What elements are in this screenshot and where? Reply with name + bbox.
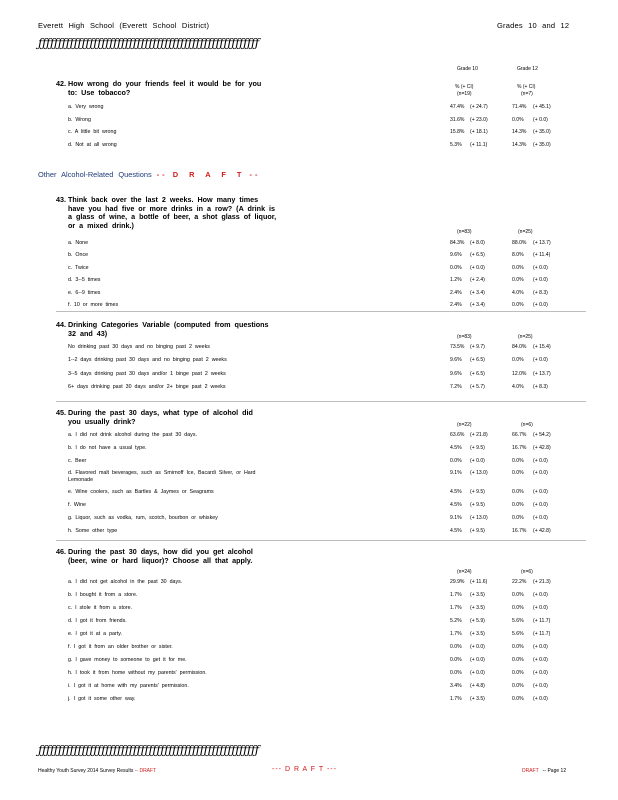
grade10-ci: (+ 6.5) — [470, 357, 485, 364]
section-dash-left: -- — [156, 170, 168, 179]
q44-n10: (n=83) — [457, 334, 472, 340]
school-title: Everett High School (Everett School District) — [38, 21, 210, 30]
q46-n12: (n=6) — [521, 569, 533, 575]
footer-right — [522, 768, 566, 774]
footer-survey-title: Healthy Youth Survey 2014 Survey Results — [38, 768, 134, 774]
q44-number: 44. — [56, 320, 66, 329]
grade10-ci: (+ 6.5) — [470, 252, 485, 259]
q46-n10: (n=24) — [457, 569, 472, 575]
grade10-percent: 31.6% — [450, 116, 465, 123]
option-label: b. I do not have a usual type. — [68, 444, 147, 451]
grade10-percent: 0.0% — [450, 670, 462, 676]
option-label: c. I stole it from a store. — [68, 605, 133, 611]
grade12-ci: (+ 0.0) — [533, 502, 548, 508]
grade10-ci: (+ 3.5) — [470, 605, 485, 611]
grade12-percent: 4.0% — [512, 383, 524, 390]
grade10-ci: (+ 3.4) — [470, 302, 485, 308]
bottom-rule: ƒƒƒƒƒƒƒƒƒƒƒƒƒƒƒƒƒƒƒƒƒƒƒƒƒƒƒƒƒƒƒƒƒƒƒƒƒƒƒƒƒƒƒƒƒƒƒƒƒƒƒƒƒƒƒƒ — [38, 743, 259, 757]
col-header-grade12: Grade 12 — [517, 66, 538, 72]
section-dash-right: -- — [249, 170, 261, 179]
grade10-percent: 15.8% — [450, 129, 465, 135]
option-label: h. I took it from home without my parents' permission. — [68, 670, 207, 676]
grade12-ci: (+ 11.4) — [533, 252, 551, 259]
grade12-ci: (+ 0.0) — [533, 696, 548, 702]
grade10-ci: (+ 9.5) — [470, 444, 485, 451]
col-header-grade10: Grade 10 — [457, 66, 478, 72]
grade10-ci: (+ 2.4) — [470, 277, 485, 284]
grade10-ci: (+ 0.0) — [470, 670, 485, 676]
option-label: g. I gave money to someone to get it for me. — [68, 657, 187, 663]
grade12-percent: 22.2% — [512, 579, 527, 585]
grade10-ci: (+ 9.5) — [470, 489, 485, 496]
option-label: a. I did not get alcohol in the past 30 days. — [68, 579, 183, 585]
option-label: a. None — [68, 240, 89, 246]
grade10-ci: (+ 3.5) — [470, 592, 485, 598]
q43-n12: (n=25) — [518, 229, 533, 235]
grade10-percent: 9.6% — [450, 252, 462, 259]
grade10-ci: (+ 4.8) — [470, 683, 485, 689]
grade10-ci: (+ 3.4) — [470, 289, 485, 296]
option-label: b. I bought it from a store. — [68, 592, 138, 598]
separator — [56, 540, 586, 541]
grade10-percent: 1.2% — [450, 277, 462, 284]
option-label: d. Flavored malt beverages, such as Smirnoff Ice, Bacardi Silver, or Hard Lemonade — [68, 470, 256, 483]
option-label: f. 10 or more times — [68, 302, 119, 308]
grade12-percent: 0.0% — [512, 470, 524, 477]
grade12-percent: 8.0% — [512, 252, 524, 259]
option-label: c. Twice — [68, 264, 89, 271]
grade12-ci: (+ 8.3) — [533, 383, 548, 390]
grade10-percent: 0.0% — [450, 644, 462, 650]
grade12-ci: (+ 45.1) — [533, 104, 551, 110]
grade12-ci: (+ 21.3) — [533, 579, 551, 585]
q46-text: During the past 30 days, how did you get alcohol (beer, wine or hard liquor)? Choose all that apply. — [68, 547, 253, 565]
grade12-percent: 0.0% — [512, 502, 524, 508]
grade12-ci: (+ 0.0) — [533, 592, 548, 598]
option-label: d. I got it from friends. — [68, 618, 127, 624]
footer-left — [38, 768, 156, 774]
q45-n12: (n=6) — [521, 422, 533, 428]
grade12-ci: (+ 0.0) — [533, 457, 548, 464]
option-label: e. Wine coolers, such as Bartles & Jaymes or Seagrams — [68, 489, 214, 496]
option-label: 1--2 days drinking past 30 days and no binging past 2 weeks — [68, 357, 227, 364]
page-number: -- Page 12 — [542, 768, 567, 774]
grade10-percent: 0.0% — [450, 457, 462, 464]
section-heading — [38, 170, 260, 179]
grade10-ci: (+ 9.5) — [470, 527, 485, 534]
grade10-percent: 4.5% — [450, 502, 462, 508]
grade12-ci: (+ 0.0) — [533, 644, 548, 650]
option-label: f. I got it from an older brother or sister. — [68, 644, 173, 650]
option-label: a. Very wrong — [68, 104, 104, 110]
grade10-percent: 29.9% — [450, 579, 465, 585]
option-label: j. I got it some other way. — [68, 696, 136, 702]
q42-n12: (n=7) — [521, 91, 533, 97]
q44-text: Drinking Categories Variable (computed from questions 32 and 43) — [68, 320, 269, 338]
grade12-ci: (+ 0.0) — [533, 357, 548, 364]
footer-right-draft: DRAFT — [522, 768, 539, 774]
grade10-percent: 4.5% — [450, 489, 462, 496]
grade10-ci: (+ 0.0) — [470, 264, 485, 271]
grade12-ci: (+ 0.0) — [533, 489, 548, 496]
top-rule: ƒƒƒƒƒƒƒƒƒƒƒƒƒƒƒƒƒƒƒƒƒƒƒƒƒƒƒƒƒƒƒƒƒƒƒƒƒƒƒƒƒƒƒƒƒƒƒƒƒƒƒƒƒƒƒƒ — [38, 36, 259, 50]
grade10-ci: (+ 11.1) — [470, 141, 488, 148]
grade10-ci: (+ 23.0) — [470, 116, 488, 123]
grade12-percent: 14.3% — [512, 129, 527, 135]
option-label: d. Not at all wrong — [68, 141, 117, 148]
option-label: b. Wrong — [68, 116, 91, 123]
footer-center-draft: --- D R A F T --- — [272, 766, 337, 773]
grade12-percent: 0.0% — [512, 657, 524, 663]
grade12-percent: 0.0% — [512, 644, 524, 650]
grade12-ci: (+ 35.0) — [533, 141, 551, 148]
option-label: f. Wine — [68, 502, 86, 508]
q45-text: During the past 30 days, what type of alcohol did you usually drink? — [68, 408, 253, 426]
grade10-percent: 9.6% — [450, 370, 462, 377]
q42-n10: (n=19) — [457, 91, 472, 97]
grade10-ci: (+ 0.0) — [470, 644, 485, 650]
grade10-percent: 7.2% — [450, 383, 462, 390]
option-label: i. I got it at home with my parents' permission. — [68, 683, 189, 689]
grade12-percent: 0.0% — [512, 357, 524, 364]
grade12-ci: (+ 13.7) — [533, 240, 551, 246]
grade10-percent: 4.5% — [450, 527, 462, 534]
section-title: Other Alcohol-Related Questions — [38, 170, 152, 179]
footer-left-draft: -- DRAFT — [134, 768, 157, 774]
grade10-ci: (+ 3.5) — [470, 696, 485, 702]
option-label: h. Some other type — [68, 527, 118, 534]
grade12-percent: 0.0% — [512, 592, 524, 598]
grade10-ci: (+ 21.8) — [470, 432, 488, 438]
option-label: a. I did not drink alcohol during the past 30 days. — [68, 432, 197, 438]
grade12-ci: (+ 0.0) — [533, 470, 548, 477]
grade12-percent: 0.0% — [512, 670, 524, 676]
grade10-ci: (+ 3.5) — [470, 631, 485, 637]
q42-number: 42. — [56, 79, 66, 88]
q43-number: 43. — [56, 195, 66, 204]
grade10-percent: 73.5% — [450, 344, 465, 350]
grade10-percent: 9.6% — [450, 357, 462, 364]
grades-label: Grades 10 and 12 — [497, 21, 570, 30]
grade12-percent: 4.0% — [512, 289, 524, 296]
grade12-ci: (+ 0.0) — [533, 670, 548, 676]
grade10-ci: (+ 9.7) — [470, 344, 485, 350]
separator — [56, 401, 586, 402]
grade12-ci: (+ 15.4) — [533, 344, 551, 350]
grade12-ci: (+ 0.0) — [533, 683, 548, 689]
option-label: g. Liquor, such as vodka, rum, scotch, bourbon or whiskey — [68, 514, 218, 521]
option-label: 3--5 days drinking past 30 days and/or 1 binge past 2 weeks — [68, 370, 226, 377]
grade12-ci: (+ 0.0) — [533, 605, 548, 611]
grade10-percent: 2.4% — [450, 289, 462, 296]
grade12-ci: (+ 0.0) — [533, 302, 548, 308]
grade12-percent: 0.0% — [512, 302, 524, 308]
grade10-ci: (+ 13.0) — [470, 514, 488, 521]
grade12-percent: 0.0% — [512, 605, 524, 611]
option-label: b. Once — [68, 252, 89, 259]
grade10-percent: 4.5% — [450, 444, 462, 451]
grade10-percent: 2.4% — [450, 302, 462, 308]
grade12-ci: (+ 0.0) — [533, 277, 548, 284]
grade10-percent: 1.7% — [450, 631, 462, 637]
grade10-ci: (+ 5.9) — [470, 618, 485, 624]
q42-pct-header-12: % (+ CI) — [517, 84, 536, 90]
q43-n10: (n=83) — [457, 229, 472, 235]
option-label: e. 6--9 times — [68, 289, 101, 296]
option-label: 6+ days drinking past 30 days and/or 2+ binge past 2 weeks — [68, 383, 226, 390]
grade10-percent: 3.4% — [450, 683, 462, 689]
grade10-ci: (+ 5.7) — [470, 383, 485, 390]
grade12-percent: 71.4% — [512, 104, 527, 110]
grade12-percent: 0.0% — [512, 277, 524, 284]
grade10-percent: 5.2% — [450, 618, 462, 624]
grade12-ci: (+ 0.0) — [533, 116, 548, 123]
grade12-ci: (+ 8.3) — [533, 289, 548, 296]
grade10-percent: 0.0% — [450, 264, 462, 271]
grade12-percent: 0.0% — [512, 514, 524, 521]
grade10-ci: (+ 24.7) — [470, 104, 488, 110]
grade12-ci: (+ 54.2) — [533, 432, 551, 438]
grade12-percent: 5.6% — [512, 631, 524, 637]
grade10-percent: 63.6% — [450, 432, 465, 438]
option-label: c. A little bit wrong — [68, 129, 117, 135]
grade10-percent: 0.0% — [450, 657, 462, 663]
grade10-percent: 9.1% — [450, 470, 462, 477]
grade12-percent: 0.0% — [512, 457, 524, 464]
grade12-percent: 16.7% — [512, 444, 527, 451]
option-label: e. I got it at a party. — [68, 631, 122, 637]
option-label: c. Beer — [68, 457, 87, 464]
grade12-ci: (+ 42.8) — [533, 527, 551, 534]
grade10-ci: (+ 13.0) — [470, 470, 488, 477]
grade12-percent: 0.0% — [512, 264, 524, 271]
grade10-ci: (+ 9.5) — [470, 502, 485, 508]
grade12-ci: (+ 13.7) — [533, 370, 551, 377]
grade12-percent: 14.3% — [512, 141, 527, 148]
grade12-percent: 5.6% — [512, 618, 524, 624]
grade10-percent: 47.4% — [450, 104, 465, 110]
grade10-percent: 84.3% — [450, 240, 465, 246]
grade12-percent: 0.0% — [512, 696, 524, 702]
grade10-percent: 1.7% — [450, 592, 462, 598]
grade12-percent: 0.0% — [512, 683, 524, 689]
grade10-ci: (+ 0.0) — [470, 457, 485, 464]
q42-pct-header-10: % (+ CI) — [455, 84, 474, 90]
option-label: d. 3--5 times — [68, 277, 101, 284]
grade12-ci: (+ 11.7) — [533, 618, 551, 624]
grade10-ci: (+ 18.1) — [470, 129, 488, 135]
grade12-ci: (+ 11.7) — [533, 631, 551, 637]
grade10-ci: (+ 11.6) — [470, 579, 488, 585]
grade10-ci: (+ 8.0) — [470, 240, 485, 246]
q43-text: Think back over the last 2 weeks. How many times have you had five or more drinks in a row? (A drink is a glass of wine, a bottle of beer, a shot glass of liquor, or a mixed drink.) — [68, 195, 277, 230]
grade10-percent: 5.3% — [450, 141, 462, 148]
grade12-percent: 12.0% — [512, 370, 527, 377]
grade12-ci: (+ 42.8) — [533, 444, 551, 451]
grade12-percent: 0.0% — [512, 489, 524, 496]
grade12-ci: (+ 0.0) — [533, 657, 548, 663]
grade12-percent: 16.7% — [512, 527, 527, 534]
grade10-percent: 9.1% — [450, 514, 462, 521]
grade10-ci: (+ 6.5) — [470, 370, 485, 377]
q42-text: How wrong do your friends feel it would be for you to: Use tobacco? — [68, 79, 262, 97]
grade10-percent: 1.7% — [450, 696, 462, 702]
q46-number: 46. — [56, 547, 66, 556]
separator — [56, 311, 586, 312]
grade12-percent: 84.0% — [512, 344, 527, 350]
grade10-percent: 1.7% — [450, 605, 462, 611]
section-draft: D R A F T — [172, 170, 245, 179]
q44-n12: (n=25) — [518, 334, 533, 340]
option-label: No drinking past 30 days and no binging past 2 weeks — [68, 344, 210, 350]
grade10-ci: (+ 0.0) — [470, 657, 485, 663]
q45-n10: (n=22) — [457, 422, 472, 428]
grade12-percent: 88.0% — [512, 240, 527, 246]
grade12-ci: (+ 0.0) — [533, 514, 548, 521]
grade12-ci: (+ 0.0) — [533, 264, 548, 271]
q45-number: 45. — [56, 408, 66, 417]
grade12-ci: (+ 35.0) — [533, 129, 551, 135]
grade12-percent: 66.7% — [512, 432, 527, 438]
grade12-percent: 0.0% — [512, 116, 524, 123]
